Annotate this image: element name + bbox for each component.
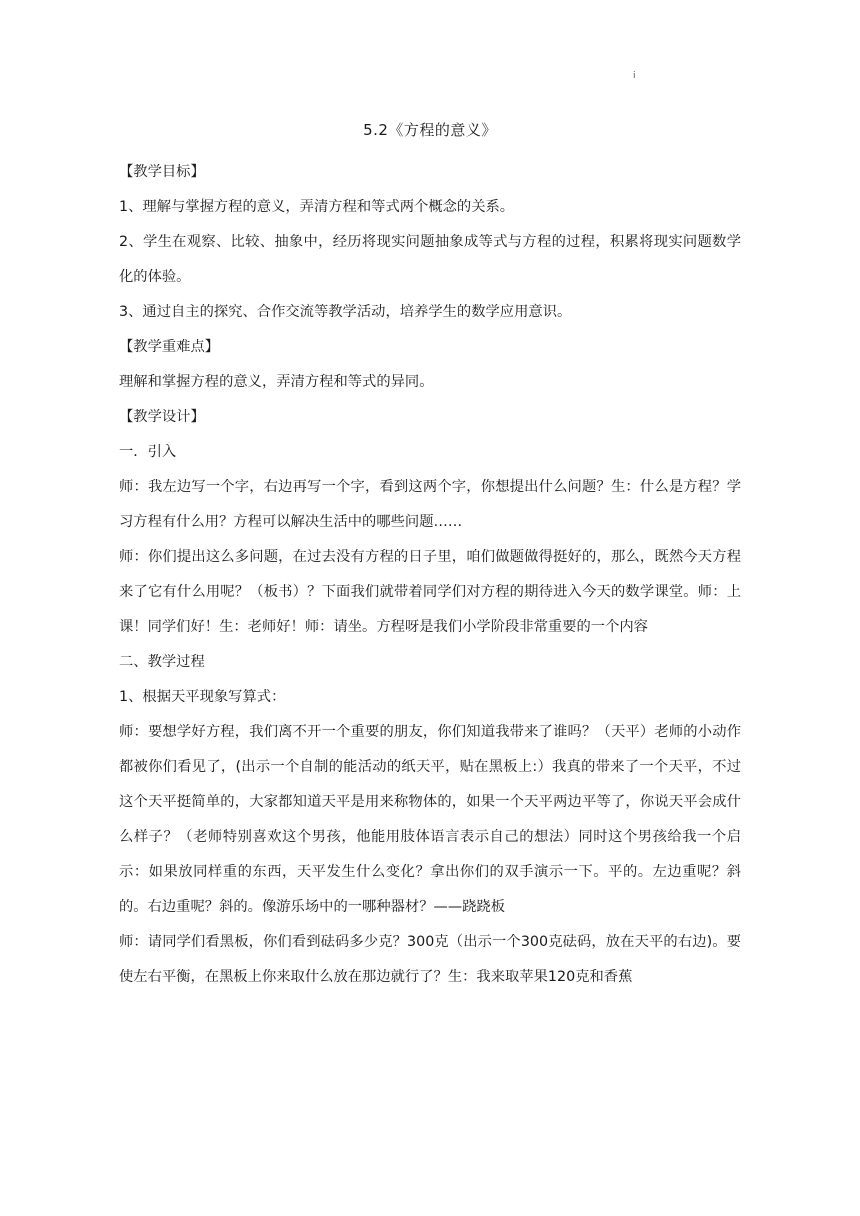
- section-process-heading: 二、教学过程: [119, 654, 205, 670]
- intro-paragraph-1: 师：我左边写一个字，右边再写一个字，看到这两个字，你想提出什么问题？生：什么是方程？学习方程有什么用？方程可以解决生活中的哪些问题……: [119, 479, 741, 530]
- heading-teaching-design: 【教学设计】: [119, 409, 205, 425]
- document-title: 5.2《方程的意义》: [363, 121, 497, 139]
- heading-teaching-goals: 【教学目标】: [119, 164, 205, 180]
- subsection-balance-heading: 1、根据天平现象写算式：: [119, 689, 286, 705]
- goal-item-2: 2、学生在观察、比较、抽象中，经历将现实问题抽象成等式与方程的过程，积累将现实问题数学化的体验。: [119, 234, 741, 285]
- page-corner-mark: i: [633, 71, 636, 81]
- section-intro-heading: 一．引入: [119, 444, 177, 460]
- heading-key-points: 【教学重难点】: [119, 339, 220, 355]
- key-points-text: 理解和掌握方程的意义，弄清方程和等式的异同。: [119, 374, 434, 390]
- goal-item-1: 1、理解与掌握方程的意义，弄清方程和等式两个概念的关系。: [119, 199, 515, 215]
- goal-item-3: 3、通过自主的探究、合作交流等教学活动，培养学生的数学应用意识。: [119, 304, 572, 320]
- process-paragraph-1: 师：要想学好方程，我们离不开一个重要的朋友，你们知道我带来了谁吗？（天平）老师的小动作都被你们看见了，(出示一个自制的能活动的纸天平，贴在黑板上:）我真的带来了一个天平，不过这个天平挺简单的，大家都知道天平是用来称物体的，如果一个天平两边平等了，你说天平会成什么样子？（老师特别喜欢这个男孩，他能用肢体语言表示自己的想法）同时这个男孩给我一个启示：如果放同样重的东西，天平发生什么变化？拿出你们的双手演示一下。平的。左边重呢？斜的。右边重呢？斜的。像游乐场中的一哪种器材？——跷跷板: [119, 724, 741, 915]
- document-body: [119, 155, 741, 995]
- intro-paragraph-2: 师：你们提出这么多问题，在过去没有方程的日子里，咱们做题做得挺好的，那么，既然今天方程来了它有什么用呢？（板书）？下面我们就带着同学们对方程的期待进入今天的数学课堂。师：上课！同学们好！生：老师好！师：请坐。方程呀是我们小学阶段非常重要的一个内容: [119, 549, 741, 635]
- process-paragraph-2: 师：请同学们看黑板，你们看到砝码多少克？300克（出示一个300克砝码，放在天平的右边)。要使左右平衡，在黑板上你来取什么放在那边就行了？生：我来取苹果120克和香蕉: [119, 934, 741, 985]
